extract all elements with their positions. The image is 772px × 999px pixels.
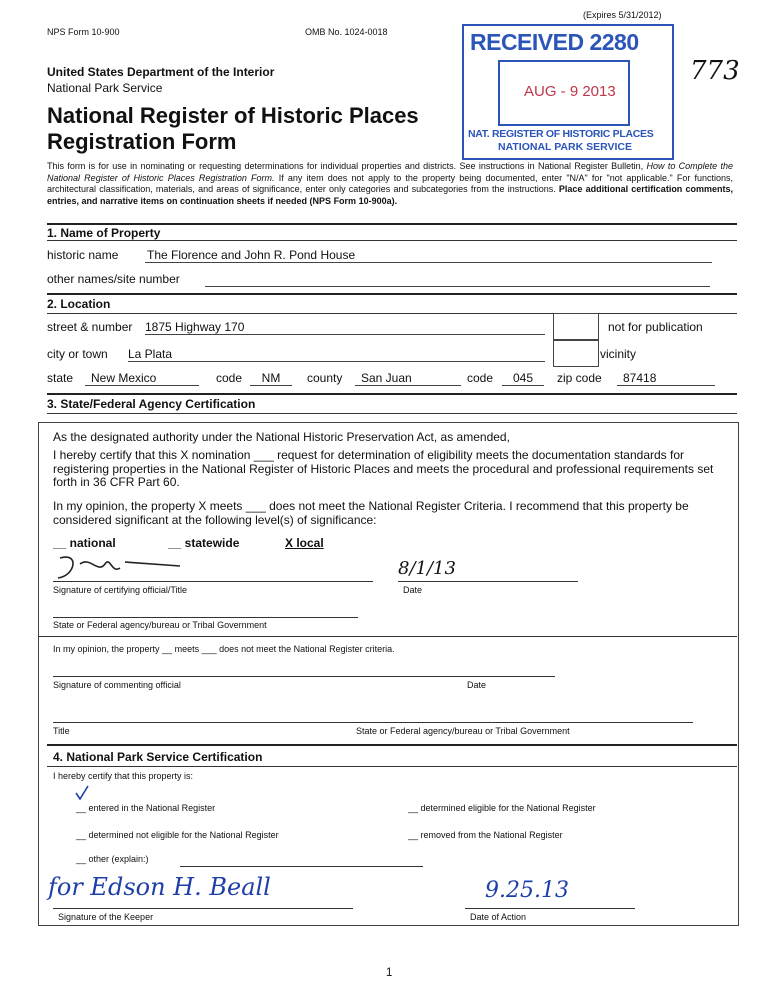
certification-box (38, 422, 739, 926)
service: National Park Service (47, 81, 163, 95)
zip-field[interactable]: 87418 (617, 371, 715, 386)
city-label: city or town (47, 347, 108, 361)
stamp-line1: NAT. REGISTER OF HISTORIC PLACES (468, 128, 654, 140)
county-label: county (307, 371, 343, 385)
authority-text: As the designated authority under the National Historic Preservation Act, as amended, (53, 430, 510, 444)
section-4-title: 4. National Park Service Certification (53, 750, 263, 764)
option-entered[interactable]: __ entered in the National Register (76, 803, 216, 813)
not-for-publication-checkbox[interactable] (553, 313, 599, 341)
city-field[interactable]: La Plata (128, 347, 545, 362)
vicinity-checkbox[interactable] (553, 339, 599, 367)
comment-opinion: In my opinion, the property __ meets ___ does not meet the National Register criteria. (53, 644, 395, 654)
department: United States Department of the Interior (47, 65, 275, 79)
option-not-eligible[interactable]: __ determined not eligible for the National Register (76, 830, 279, 840)
state-code-field[interactable]: NM (250, 371, 292, 386)
agency-label: State or Federal agency/bureau or Tribal Government (53, 620, 267, 630)
option-eligible[interactable]: __ determined eligible for the National Register (408, 803, 596, 813)
option-other[interactable]: __ other (explain:) (76, 854, 149, 864)
opinion-text: In my opinion, the property X meets ___ does not meet the National Register Criteria. I recommend that this property be considered significant at the following level(s) of significance: (53, 499, 689, 527)
county-code-field[interactable]: 045 (502, 371, 544, 386)
historic-name-label: historic name (47, 248, 119, 262)
street-field[interactable]: 1875 Highway 170 (145, 320, 545, 335)
keeper-signature-label: Signature of the Keeper (58, 912, 154, 922)
other-names-field[interactable] (205, 272, 710, 287)
state-field[interactable]: New Mexico (85, 371, 199, 386)
certifying-date: 8/1/13 (398, 558, 456, 579)
county-code-label: code (467, 371, 494, 385)
instructions: This form is for use in nominating or requesting determinations for individual properties and districts. See instructions in National Register Bulletin, How to Complete the National Register of Historic Places Registration Form. If any item does not apply to the property being documented, enter "N/A" for "not applicable." For functions, architectural classification, materials, and areas of significance, enter only categories and subcategories from the instructions. Place additional certification comments, entries, and narrative items on continuation sheets if needed (NPS Form 10-900a). (47, 161, 734, 206)
state-label: state (47, 371, 74, 385)
section-1-title: 1. Name of Property (47, 226, 161, 240)
historic-name-field[interactable]: The Florence and John R. Pond House (145, 248, 712, 263)
option-removed[interactable]: __ removed from the National Register (408, 830, 563, 840)
state-code-label: code (216, 371, 243, 385)
nps-intro: I hereby certify that this property is: (53, 771, 194, 781)
county-field[interactable]: San Juan (355, 371, 461, 386)
not-for-publication-label: not for publication (608, 320, 703, 334)
stamp-received: RECEIVED 2280 (470, 29, 639, 55)
level-statewide[interactable]: __ statewide (168, 536, 240, 550)
stamp-line2: NATIONAL PARK SERVICE (498, 141, 632, 153)
expires: (Expires 5/31/2012) (583, 10, 662, 20)
action-date: 9.25.13 (485, 878, 569, 903)
page-title: National Register of Historic Places (47, 103, 419, 128)
stamp-date: AUG - 9 2013 (524, 83, 616, 100)
keeper-signature: for Edson H. Beall (48, 873, 271, 901)
title-label: Title (53, 726, 70, 736)
form-number: NPS Form 10-900 (47, 27, 120, 37)
level-national[interactable]: __ national (53, 536, 116, 550)
other-names-label: other names/site number (47, 272, 180, 286)
action-date-label: Date of Action (470, 912, 527, 922)
zip-label: zip code (557, 371, 602, 385)
page-subtitle: Registration Form (47, 129, 237, 154)
certifying-signature (50, 552, 200, 580)
commenting-date-label: Date (467, 680, 487, 690)
certifying-signature-label: Signature of certifying official/Title (53, 585, 188, 595)
level-local[interactable]: X local (285, 536, 324, 550)
page-number: 1 (386, 967, 393, 979)
handwritten-number: 773 (690, 56, 740, 86)
checkmark-icon (74, 785, 90, 801)
street-label: street & number (47, 320, 133, 334)
certify-text: I hereby certify that this X nomination ___ request for determination of eligibility meets the documentation standards for registering properties in the National Register of Historic Places and meets the procedural and professional requirements set forth in 36 CFR Part 60. (53, 448, 714, 489)
vicinity-label: vicinity (600, 347, 637, 361)
received-stamp (462, 24, 674, 160)
section-3-title: 3. State/Federal Agency Certification (47, 397, 256, 411)
commenting-signature-label: Signature of commenting official (53, 680, 181, 690)
agency-label-2: State or Federal agency/bureau or Tribal Government (356, 726, 570, 736)
section-2-title: 2. Location (47, 297, 111, 311)
omb-number: OMB No. 1024-0018 (305, 27, 388, 37)
certifying-date-label: Date (403, 585, 423, 595)
